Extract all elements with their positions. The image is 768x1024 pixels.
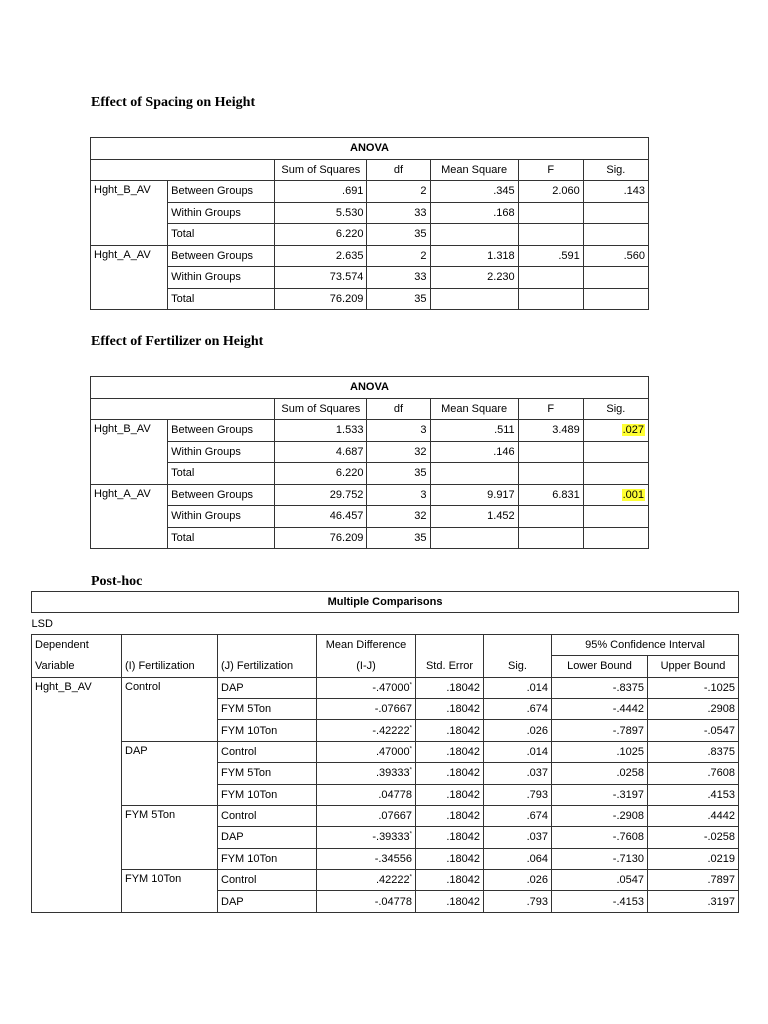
sig-value	[583, 202, 648, 224]
source-label: Between Groups	[168, 245, 275, 267]
std-error: .18042	[416, 720, 484, 741]
sig: .026	[484, 720, 552, 741]
header-ci: 95% Confidence Interval	[552, 634, 739, 655]
mean-diff: .47000*	[317, 741, 416, 762]
ms-value: .168	[430, 202, 518, 224]
table-row	[91, 181, 649, 203]
f-value: .591	[518, 245, 583, 267]
source-label: Between Groups	[168, 420, 275, 442]
sig: .674	[484, 805, 552, 826]
ss-value: 76.209	[275, 527, 367, 549]
df-value: 32	[367, 441, 430, 463]
mean-diff: -.34556	[317, 848, 416, 869]
ss-value: 76.209	[275, 288, 367, 310]
df-value: 3	[367, 484, 430, 506]
col-header-sig: Sig.	[583, 398, 648, 420]
mean-diff: .42222*	[317, 870, 416, 891]
ms-value: 1.452	[430, 506, 518, 528]
mean-diff: -.42222*	[317, 720, 416, 741]
source-label: Within Groups	[168, 441, 275, 463]
spacing-section-title: Effect of Spacing on Height	[91, 95, 256, 110]
ss-value: 1.533	[275, 420, 367, 442]
variable-label: Hght_A_AV	[91, 245, 168, 310]
f-value	[518, 527, 583, 549]
ss-value: 2.635	[275, 245, 367, 267]
ms-value: 1.318	[430, 245, 518, 267]
ss-value: 29.752	[275, 484, 367, 506]
table-row	[91, 463, 649, 485]
sig-value-highlighted	[583, 420, 648, 442]
header-std-error: Std. Error	[416, 656, 484, 677]
i-group: FYM 5Ton	[122, 805, 218, 869]
std-error: .18042	[416, 763, 484, 784]
variable-label: Hght_B_AV	[91, 181, 168, 246]
upper-bound: .0219	[648, 848, 739, 869]
df-value: 32	[367, 506, 430, 528]
lower-bound: -.8375	[552, 677, 648, 698]
fertilizer-section-title: Effect of Fertilizer on Height	[91, 334, 264, 349]
df-value: 35	[367, 527, 430, 549]
mean-diff: .07667	[317, 805, 416, 826]
table-row	[91, 288, 649, 310]
sig: .037	[484, 827, 552, 848]
lower-bound: .0258	[552, 763, 648, 784]
std-error: .18042	[416, 805, 484, 826]
table-row	[91, 441, 649, 463]
upper-bound: -.1025	[648, 677, 739, 698]
sig-value	[583, 267, 648, 289]
mean-diff: -.07667	[317, 698, 416, 719]
header-dependent: Dependent	[32, 634, 122, 655]
col-header-ss: Sum of Squares	[275, 159, 367, 181]
anova-title: ANOVA	[91, 138, 649, 160]
ms-value: .345	[430, 181, 518, 203]
header-i-j: (I-J)	[317, 656, 416, 677]
anova-table-fertilizer	[90, 376, 649, 549]
ss-value: 6.220	[275, 224, 367, 246]
mean-diff: -.47000*	[317, 677, 416, 698]
std-error: .18042	[416, 698, 484, 719]
table-row	[91, 224, 649, 246]
ms-value: 2.230	[430, 267, 518, 289]
f-value: 6.831	[518, 484, 583, 506]
j-value: Control	[218, 741, 317, 762]
std-error: .18042	[416, 891, 484, 912]
dependent-variable: Hght_B_AV	[32, 677, 122, 912]
j-value: DAP	[218, 827, 317, 848]
sig: .064	[484, 848, 552, 869]
upper-bound: .7897	[648, 870, 739, 891]
header-mean-diff: Mean Difference	[317, 634, 416, 655]
upper-bound: .7608	[648, 763, 739, 784]
sig: .037	[484, 763, 552, 784]
lower-bound: -.3197	[552, 784, 648, 805]
ms-value	[430, 288, 518, 310]
ms-value: .511	[430, 420, 518, 442]
sig-value-highlighted	[583, 484, 648, 506]
sig: .793	[484, 891, 552, 912]
std-error: .18042	[416, 677, 484, 698]
j-value: FYM 10Ton	[218, 848, 317, 869]
ss-value: 46.457	[275, 506, 367, 528]
mean-diff: -.39333*	[317, 827, 416, 848]
lower-bound: .0547	[552, 870, 648, 891]
table-row	[32, 805, 739, 826]
ss-value: .691	[275, 181, 367, 203]
source-label: Between Groups	[168, 181, 275, 203]
j-value: FYM 10Ton	[218, 784, 317, 805]
j-value: Control	[218, 870, 317, 891]
table-row	[91, 202, 649, 224]
sig-value: .143	[583, 181, 648, 203]
std-error: .18042	[416, 784, 484, 805]
sig-value	[583, 506, 648, 528]
source-label: Within Groups	[168, 267, 275, 289]
col-header-sig: Sig.	[583, 159, 648, 181]
ss-value: 4.687	[275, 441, 367, 463]
table-row	[91, 267, 649, 289]
table-row	[91, 484, 649, 506]
multiple-comparisons-table	[31, 591, 739, 913]
col-header-ms: Mean Square	[430, 159, 518, 181]
ss-value: 73.574	[275, 267, 367, 289]
col-header-df: df	[367, 398, 430, 420]
sig-value: .560	[583, 245, 648, 267]
posthoc-section-title: Post-hoc	[91, 574, 143, 589]
mean-diff: .39333*	[317, 763, 416, 784]
f-value	[518, 463, 583, 485]
sig: .793	[484, 784, 552, 805]
j-value: FYM 5Ton	[218, 763, 317, 784]
ss-value: 6.220	[275, 463, 367, 485]
upper-bound: .8375	[648, 741, 739, 762]
ms-value: 9.917	[430, 484, 518, 506]
f-value	[518, 441, 583, 463]
ms-value	[430, 527, 518, 549]
sig-value	[583, 527, 648, 549]
ms-value	[430, 463, 518, 485]
f-value: 3.489	[518, 420, 583, 442]
f-value	[518, 288, 583, 310]
lower-bound: -.7130	[552, 848, 648, 869]
table-row	[91, 527, 649, 549]
source-label: Within Groups	[168, 506, 275, 528]
source-label: Within Groups	[168, 202, 275, 224]
anova-table-spacing	[90, 137, 649, 310]
header-i: (I) Fertilization	[122, 656, 218, 677]
i-group: FYM 10Ton	[122, 870, 218, 913]
upper-bound: -.0258	[648, 827, 739, 848]
lower-bound: -.7897	[552, 720, 648, 741]
std-error: .18042	[416, 848, 484, 869]
lower-bound: -.4153	[552, 891, 648, 912]
upper-bound: .4442	[648, 805, 739, 826]
variable-label: Hght_A_AV	[91, 484, 168, 549]
f-value	[518, 267, 583, 289]
source-label: Total	[168, 527, 275, 549]
variable-label: Hght_B_AV	[91, 420, 168, 485]
ss-value: 5.530	[275, 202, 367, 224]
f-value: 2.060	[518, 181, 583, 203]
j-value: DAP	[218, 891, 317, 912]
table-row	[91, 506, 649, 528]
sig-value	[583, 463, 648, 485]
j-value: FYM 10Ton	[218, 720, 317, 741]
highlighted-sig: .001	[622, 488, 644, 501]
col-header-f: F	[518, 398, 583, 420]
table-row	[91, 245, 649, 267]
ms-value: .146	[430, 441, 518, 463]
mean-diff: -.04778	[317, 891, 416, 912]
df-value: 35	[367, 224, 430, 246]
sig: .014	[484, 677, 552, 698]
col-header-ss: Sum of Squares	[275, 398, 367, 420]
header-j: (J) Fertilization	[218, 656, 317, 677]
df-value: 35	[367, 463, 430, 485]
j-value: FYM 5Ton	[218, 698, 317, 719]
sig: .026	[484, 870, 552, 891]
source-label: Total	[168, 224, 275, 246]
header-sig: Sig.	[484, 656, 552, 677]
highlighted-sig: .027	[622, 424, 644, 437]
col-header-df: df	[367, 159, 430, 181]
lower-bound: -.2908	[552, 805, 648, 826]
sig-value	[583, 288, 648, 310]
lower-bound: .1025	[552, 741, 648, 762]
lower-bound: -.7608	[552, 827, 648, 848]
lower-bound: -.4442	[552, 698, 648, 719]
method-label: LSD	[32, 613, 739, 634]
upper-bound: .2908	[648, 698, 739, 719]
header-upper: Upper Bound	[648, 656, 739, 677]
df-value: 33	[367, 202, 430, 224]
table-row	[32, 741, 739, 762]
f-value	[518, 202, 583, 224]
std-error: .18042	[416, 741, 484, 762]
sig-value	[583, 441, 648, 463]
table-row	[91, 420, 649, 442]
j-value: Control	[218, 805, 317, 826]
source-label: Between Groups	[168, 484, 275, 506]
upper-bound: -.0547	[648, 720, 739, 741]
i-group: DAP	[122, 741, 218, 805]
std-error: .18042	[416, 870, 484, 891]
df-value: 35	[367, 288, 430, 310]
header-variable: Variable	[32, 656, 122, 677]
i-group: Control	[122, 677, 218, 741]
f-value	[518, 506, 583, 528]
j-value: DAP	[218, 677, 317, 698]
ms-value	[430, 224, 518, 246]
table-row	[32, 677, 739, 698]
mean-diff: .04778	[317, 784, 416, 805]
std-error: .18042	[416, 827, 484, 848]
col-header-f: F	[518, 159, 583, 181]
sig-value	[583, 224, 648, 246]
header-lower: Lower Bound	[552, 656, 648, 677]
source-label: Total	[168, 288, 275, 310]
col-header-ms: Mean Square	[430, 398, 518, 420]
f-value	[518, 224, 583, 246]
table-row	[32, 870, 739, 891]
upper-bound: .4153	[648, 784, 739, 805]
sig: .674	[484, 698, 552, 719]
df-value: 2	[367, 245, 430, 267]
upper-bound: .3197	[648, 891, 739, 912]
df-value: 2	[367, 181, 430, 203]
sig: .014	[484, 741, 552, 762]
df-value: 33	[367, 267, 430, 289]
df-value: 3	[367, 420, 430, 442]
anova-title: ANOVA	[91, 377, 649, 399]
source-label: Total	[168, 463, 275, 485]
table-title: Multiple Comparisons	[32, 592, 739, 613]
